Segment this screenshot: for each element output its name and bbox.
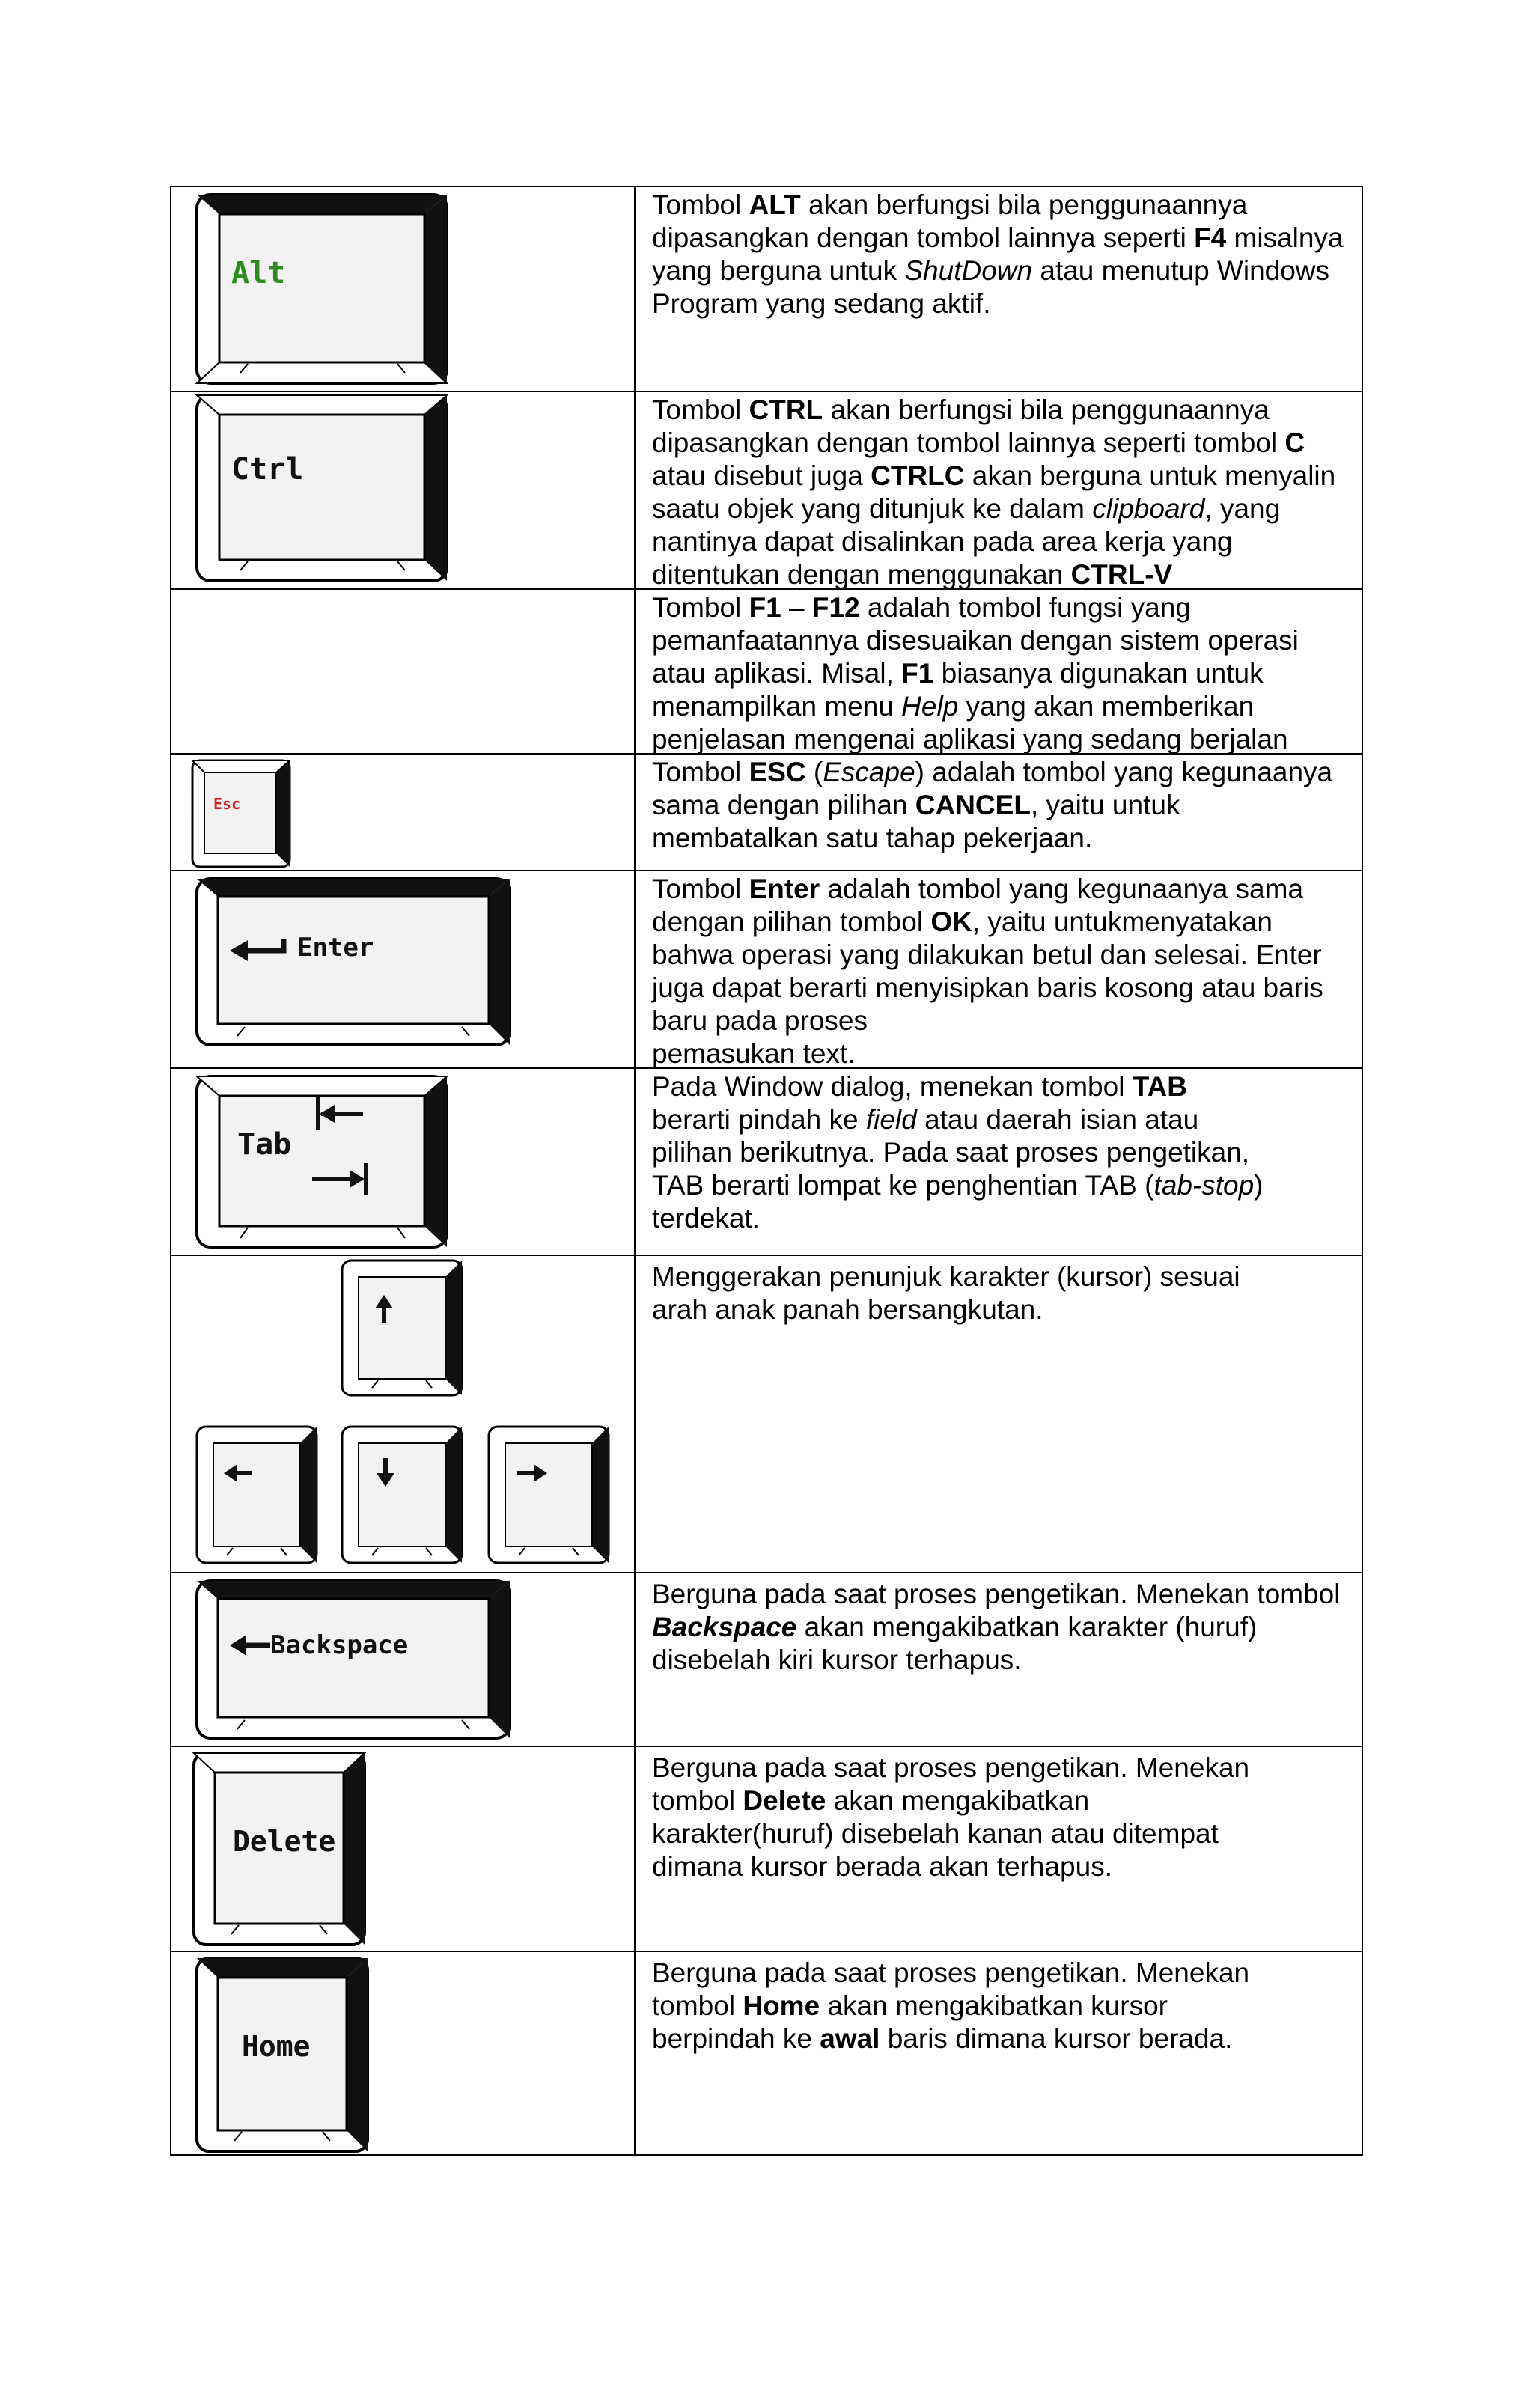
tab-description: Pada Window dialog, menekan tombol TAB berarti pindah ke field atau daerah isian atau pilihan berikutnya. Pada saat proses pengetikan, TAB berarti lompat ke penghentian TAB (tab-stop) terdekat. <box>652 1071 1264 1234</box>
enter-key-icon <box>195 877 511 1046</box>
esc-key-icon <box>191 759 291 868</box>
esc-description: Tombol ESC (Escape) adalah tombol yang kegunaanya sama dengan pilihan CANCEL, yaitu untuk membatalkan satu tahap pekerjaan. <box>652 757 1333 853</box>
table-row-tab <box>171 1067 1362 1255</box>
key-cell <box>171 755 636 870</box>
ctrl-key-label: Ctrl <box>231 452 304 487</box>
table-row-delete <box>171 1746 1362 1951</box>
key-function-table <box>170 186 1363 2156</box>
arrows-description: Menggerakan penunjuk karakter (kursor) sesuai arah anak panah bersangkutan. <box>652 1261 1240 1325</box>
home-description: Berguna pada saat proses pengetikan. Menekan tombol Home akan mengakibatkan kursor berpindah ke awal baris dimana kursor berada. <box>652 1957 1250 2054</box>
home-key-icon <box>195 1957 369 2153</box>
enter-description: Tombol Enter adalah tombol yang kegunaanya sama dengan pilihan tombol OK, yaitu untukmenyatakan bahwa operasi yang dilakukan betul dan selesai. Enter juga dapat berarti menyisipkan baris kosong atau baris baru pada proses pemasukan text. <box>652 874 1323 1069</box>
alt-key-icon <box>195 193 448 385</box>
table-row-alt <box>171 187 1362 391</box>
key-cell <box>171 1952 636 2156</box>
backspace-key-icon <box>195 1579 511 1740</box>
backspace-description: Berguna pada saat proses pengetikan. Menekan tombol Backspace akan mengakibatkan karakter (huruf) disebelah kiri kursor terhapus. <box>652 1579 1341 1675</box>
alt-key-label: Alt <box>231 256 286 290</box>
f-keys-description: Tombol F1 – F12 adalah tombol fungsi yang pemanfaatannya disesuaikan dengan sistem operasi atau aplikasi. Misal, F1 biasanya digunakan untuk menampilkan menu Help yang akan memberikan penjelasan mengenai aplikasi yang sedang berjalan <box>652 592 1299 755</box>
arrow-down-icon <box>341 1425 463 1564</box>
tab-key-label: Tab <box>237 1127 292 1162</box>
key-cell <box>171 1747 636 1951</box>
arrow-left-icon <box>195 1425 318 1564</box>
backspace-key-label: Backspace <box>270 1630 409 1660</box>
arrow-up-icon <box>341 1259 463 1397</box>
ctrl-key-icon <box>195 394 448 582</box>
arrow-right-icon <box>487 1425 610 1564</box>
alt-description: Tombol ALT akan berfungsi bila penggunaannya dipasangkan dengan tombol lainnya seperti F4 misalnya yang berguna untuk ShutDown atau menutup Windows Program yang sedang aktif. <box>652 189 1344 319</box>
key-cell <box>171 392 636 588</box>
key-cell <box>171 187 636 391</box>
delete-key-label: Delete <box>233 1825 336 1858</box>
table-row-home <box>171 1951 1362 2156</box>
key-cell <box>171 871 636 1067</box>
tab-key-icon <box>195 1075 448 1249</box>
key-cell <box>171 1573 636 1746</box>
table-row-f-keys <box>171 588 1362 753</box>
table-row-enter <box>171 870 1362 1067</box>
delete-key-icon <box>192 1752 366 1946</box>
esc-key-label: Esc <box>213 795 241 813</box>
table-row-esc <box>171 753 1362 870</box>
key-cell <box>171 590 636 753</box>
table-row-arrows <box>171 1255 1362 1572</box>
key-cell <box>171 1256 636 1572</box>
table-row-ctrl <box>171 391 1362 588</box>
enter-key-label: Enter <box>297 933 374 963</box>
home-key-label: Home <box>242 2030 311 2063</box>
delete-description: Berguna pada saat proses pengetikan. Menekan tombol Delete akan mengakibatkan karakter(huruf) disebelah kanan atau ditempat dimana kursor berada akan terhapus. <box>652 1752 1250 1882</box>
table-row-backspace <box>171 1572 1362 1746</box>
key-cell <box>171 1069 636 1255</box>
ctrl-description: Tombol CTRL akan berfungsi bila penggunaannya dipasangkan dengan tombol lainnya seperti tombol C atau disebut juga CTRLC akan berguna untuk menyalin saatu objek yang ditunjuk ke dalam clipboard, yang nantinya dapat disalinkan pada area kerja yang ditentukan dengan menggunakan CTRL-V <box>652 394 1336 590</box>
